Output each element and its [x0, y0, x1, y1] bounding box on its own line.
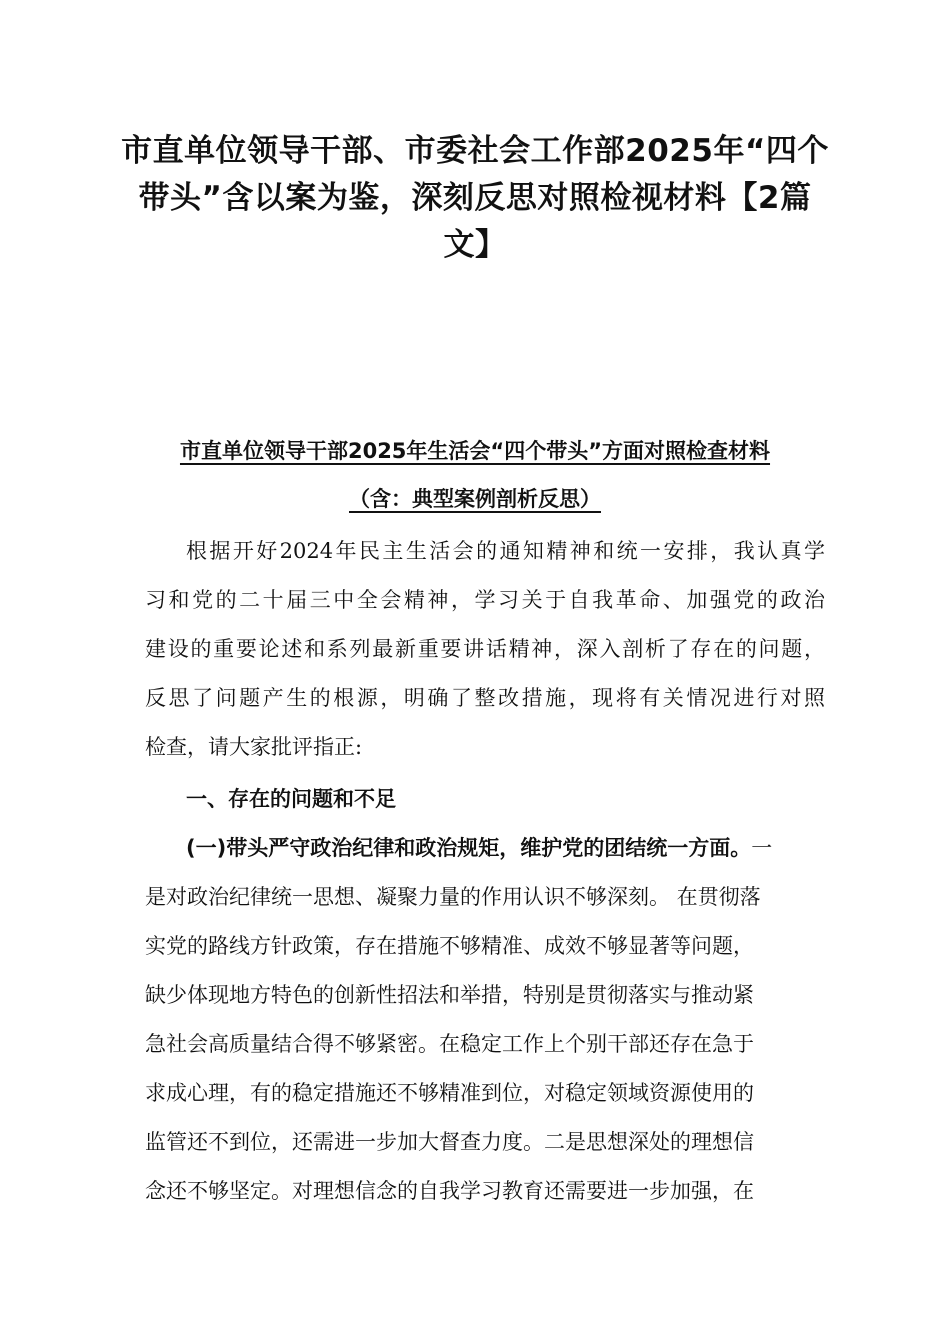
paragraph-line: 习和党的二十届三中全会精神，学习关于自我革命、加强党的政治	[145, 588, 825, 612]
paragraph-line: 监管还不到位，还需进一步加大督查力度。二是思想深处的理想信	[145, 1130, 754, 1154]
paragraph-line: 是对政治纪律统一思想、凝聚力量的作用认识不够深刻。 在贯彻落	[145, 885, 761, 909]
title-line-1: 市直单位领导干部、市委社会工作部2025年“四个	[121, 133, 829, 169]
paragraph-line: 建设的重要论述和系列最新重要讲话精神，深入剖析了存在的问题，	[145, 637, 825, 661]
paragraph-line: 检查，请大家批评指正:	[145, 735, 363, 759]
section-title: 市直单位领导干部2025年生活会“四个带头”方面对照检查材料	[179, 439, 771, 463]
document-title	[120, 128, 830, 269]
paragraph-line: 急社会高质量结合得不够紧密。在稳定工作上个别干部还存在急于	[145, 1032, 754, 1056]
paragraph-line: 根据开好2024年民主生活会的通知精神和统一安排，我认真学	[186, 539, 825, 563]
heading-problems: 一、存在的问题和不足	[186, 787, 396, 811]
paragraph-line: 缺少体现地方特色的创新性招法和举措，特别是贯彻落实与推动紧	[145, 983, 754, 1007]
paragraph-line: 求成心理，有的稳定措施还不够精准到位，对稳定领域资源使用的	[145, 1081, 754, 1105]
title-line-3: 文】	[443, 227, 507, 263]
subheading-bold: (一)带头严守政治纪律和政治规矩，维护党的团结统一方面。	[186, 836, 752, 860]
section-subtitle: （含：典型案例剖析反思）	[349, 487, 601, 511]
subheading-rest: 一	[751, 836, 773, 860]
paragraph-line: 反思了问题产生的根源，明确了整改措施，现将有关情况进行对照	[145, 686, 825, 710]
paragraph-line: 念还不够坚定。对理想信念的自我学习教育还需要进一步加强，在	[145, 1179, 754, 1203]
paragraph-line: 实党的路线方针政策，存在措施不够精准、成效不够显著等问题，	[145, 934, 754, 958]
title-line-2: 带头”含以案为鉴，深刻反思对照检视材料【2篇	[138, 180, 812, 216]
subheading-line	[186, 833, 825, 863]
